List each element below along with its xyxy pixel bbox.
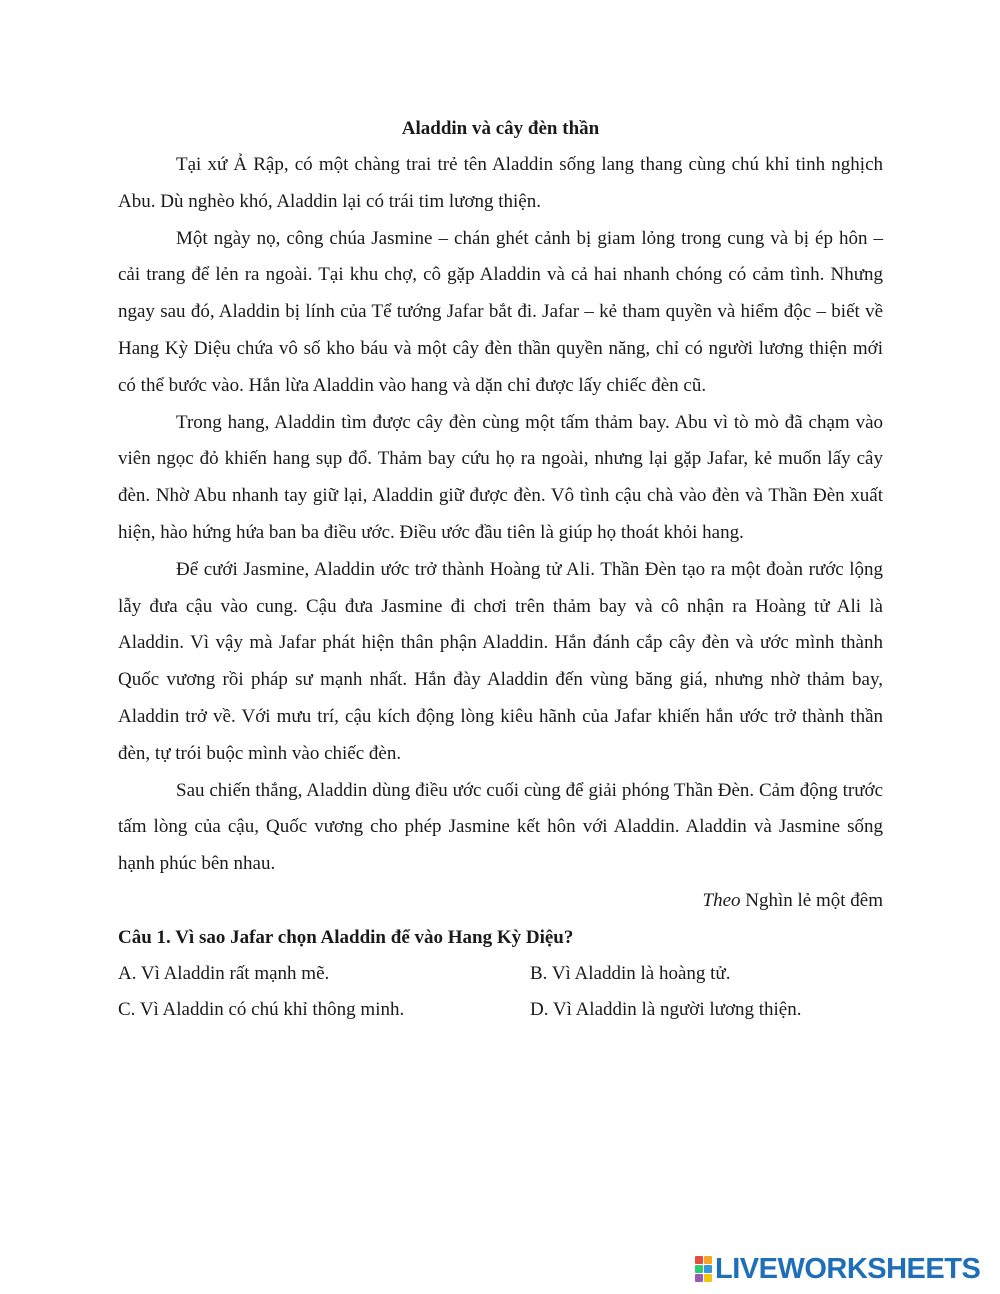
story-paragraph-2: Một ngày nọ, công chúa Jasmine – chán ghét cảnh bị giam lỏng trong cung và bị ép hôn – cải trang để lẻn ra ngoài. Tại khu chợ, cô gặp Aladdin và cả hai nhanh chóng có cảm tình. Nhưng ngay sau đó, Aladdin bị lính của Tể tướng Jafar bắt đi. Jafar – kẻ tham quyền và hiểm độc – biết về Hang Kỳ Diệu chứa vô số kho báu và một cây đèn thần quyền năng, chỉ có người lương thiện mới có thể bước vào. Hắn lừa Aladdin vào hang và dặn chỉ được lấy chiếc đèn cũ.: [118, 227, 883, 396]
logo-text: LIVEWORKSHEETS: [715, 1252, 981, 1285]
liveworksheets-mark-icon: [695, 1256, 712, 1282]
story-title: Aladdin và cây đèn thần: [401, 118, 600, 139]
source-title: Nghìn lẻ một đêm: [745, 889, 883, 911]
option-a[interactable]: A. Vì Aladdin rất mạnh mẽ.: [118, 962, 330, 984]
liveworksheets-logo: [695, 1252, 980, 1286]
option-d[interactable]: D. Vì Aladdin là người lương thiện.: [530, 998, 802, 1020]
worksheet-page: [118, 114, 883, 1028]
mark-block: [695, 1274, 703, 1282]
mark-block: [704, 1274, 712, 1282]
option-b[interactable]: B. Vì Aladdin là hoàng tử.: [530, 962, 731, 984]
story-paragraph-1: Tại xứ Ả Rập, có một chàng trai trẻ tên Aladdin sống lang thang cùng chú khỉ tinh nghịch Abu. Dù nghèo khó, Aladdin lại có trái tim lương thiện.: [118, 154, 883, 212]
mark-block: [704, 1265, 712, 1273]
story-paragraph-3: Trong hang, Aladdin tìm được cây đèn cùng một tấm thảm bay. Abu vì tò mò đã chạm vào viên ngọc đỏ khiến hang sụp đổ. Thảm bay cứu họ ra ngoài, nhưng lại gặp Jafar, kẻ muốn lấy cây đèn. Nhờ Abu nhanh tay giữ lại, Aladdin giữ được đèn. Vô tình cậu chà vào đèn và Thần Đèn xuất hiện, hào hứng hứa ban ba điều ước. Điều ước đầu tiên là giúp họ thoát khỏi hang.: [118, 411, 883, 543]
mark-block: [704, 1256, 712, 1264]
story-source: [118, 883, 883, 920]
question-1-options: [118, 956, 883, 1028]
source-prefix: Theo: [702, 889, 741, 911]
story-paragraph-4: Để cưới Jasmine, Aladdin ước trở thành Hoàng tử Ali. Thần Đèn tạo ra một đoàn rước lộng lẫy đưa cậu vào cung. Cậu đưa Jasmine đi chơi trên thảm bay và cô nhận ra Hoàng tử Ali là Aladdin. Vì vậy mà Jafar phát hiện thân phận Aladdin. Hắn đánh cắp cây đèn và ước mình thành Quốc vương rồi pháp sư mạnh nhất. Hắn đày Aladdin đến vùng băng giá, nhưng nhờ thảm bay, Aladdin trở về. Với mưu trí, cậu kích động lòng kiêu hãnh của Jafar khiến hắn ước trở thành thần đèn, tự trói buộc mình vào chiếc đèn.: [118, 558, 883, 764]
mark-block: [695, 1265, 703, 1273]
option-c[interactable]: C. Vì Aladdin có chú khỉ thông minh.: [118, 998, 405, 1020]
story-paragraph-5: Sau chiến thắng, Aladdin dùng điều ước cuối cùng để giải phóng Thần Đèn. Cảm động trước tấm lòng của cậu, Quốc vương cho phép Jasmine kết hôn với Aladdin. Aladdin và Jasmine sống hạnh phúc bên nhau.: [118, 779, 883, 875]
question-1-label: Câu 1. Vì sao Jafar chọn Aladdin để vào Hang Kỳ Diệu?: [118, 926, 574, 948]
mark-block: [695, 1256, 703, 1264]
